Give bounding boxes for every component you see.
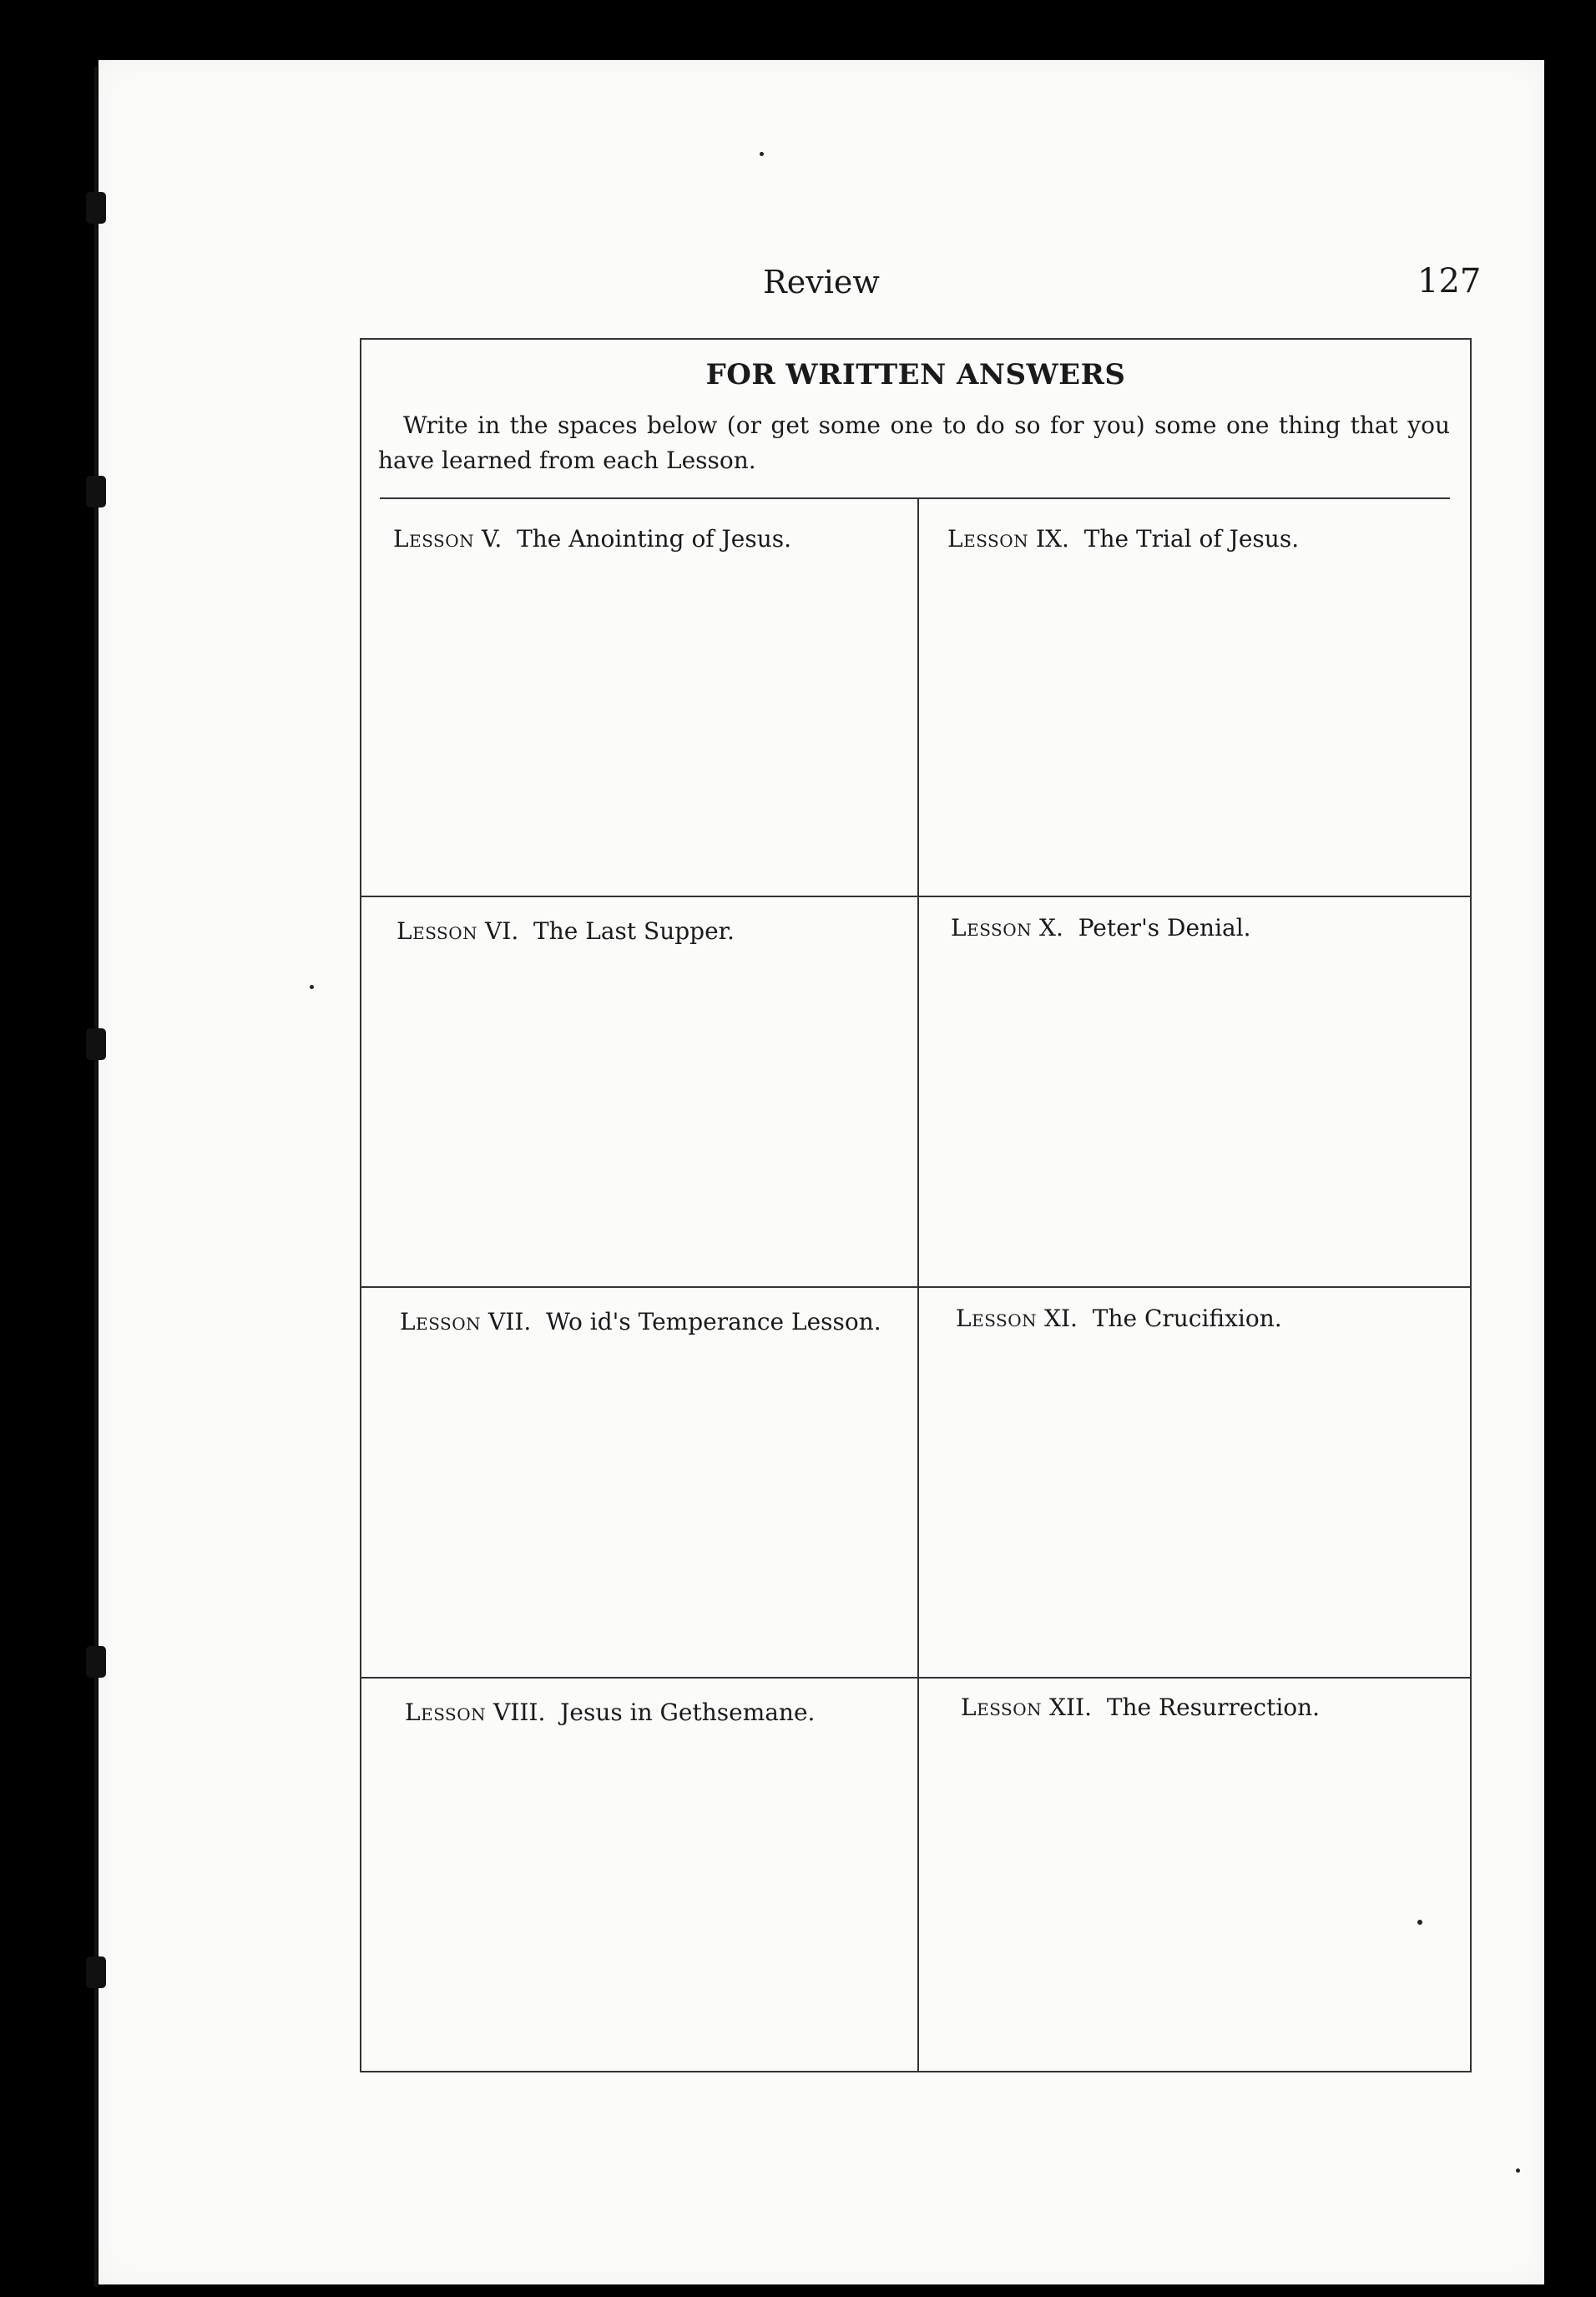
lesson-cell-label: Lesson XII. The Resurrection. — [961, 1694, 1321, 1721]
binding-stitch — [86, 476, 106, 507]
form-heading: FOR WRITTEN ANSWERS — [705, 358, 1126, 391]
lesson-cell-label: Lesson V. The Anointing of Jesus. — [393, 525, 792, 553]
print-speck — [310, 985, 314, 989]
lesson-cell-label: Lesson VII. Wo id's Temperance Lesson. — [400, 1308, 881, 1335]
binding-stitch — [86, 1028, 106, 1060]
lesson-cell-label: Lesson X. Peter's Denial. — [951, 914, 1251, 942]
row-divider-2 — [361, 1286, 1470, 1288]
print-speck — [1417, 1920, 1422, 1925]
lesson-cell-label: Lesson XI. The Crucifixion. — [956, 1305, 1282, 1332]
lesson-cell-label: Lesson VIII. Jesus in Gethsemane. — [405, 1699, 816, 1726]
print-speck — [1516, 2168, 1520, 2173]
lesson-cell-label: Lesson IX. The Trial of Jesus. — [947, 525, 1300, 553]
page-sheet — [98, 60, 1544, 2284]
written-answers-form — [360, 338, 1472, 2072]
binding-stitch — [86, 1646, 106, 1678]
running-head: Review — [763, 264, 880, 300]
row-divider-3 — [361, 1677, 1470, 1679]
column-divider — [917, 499, 919, 2071]
print-speck — [760, 152, 764, 156]
binding-stitch — [86, 192, 106, 224]
lesson-cell-label: Lesson VI. The Last Supper. — [396, 917, 735, 945]
binding-spine — [94, 67, 98, 2287]
heading-rule — [380, 497, 1450, 499]
form-instructions: Write in the spaces below (or get some one to do so for you) some one thing that you have learned from each Lesson. — [378, 411, 1450, 474]
binding-stitch — [86, 1956, 106, 1988]
page-number: 127 — [1417, 262, 1482, 300]
row-divider-1 — [361, 896, 1470, 897]
